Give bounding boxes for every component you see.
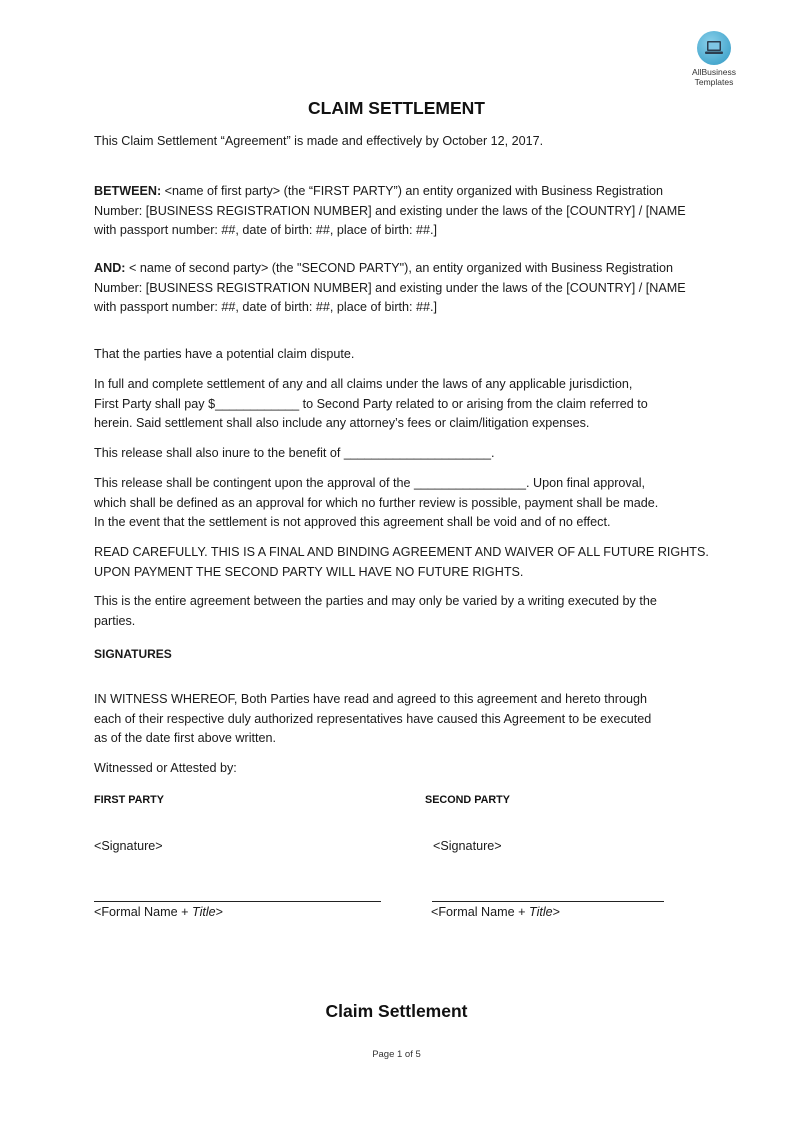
signatures-heading: SIGNATURES bbox=[94, 647, 172, 661]
release-paragraph: This release shall also inure to the benefit of _____________________. bbox=[94, 446, 495, 460]
first-party-formal-name: <Formal Name + Title> bbox=[94, 905, 224, 919]
laptop-icon bbox=[697, 31, 731, 65]
between-clause: BETWEEN: <name of first party> (the “FIRST PARTY”) an entity organized with Business Registration Number: [BUSINESS REGISTRATION NUMBER] and existing under the laws of the [COUNTRY] / [NAME with passport number: ##, date of birth: ##, place of birth: ##.] bbox=[94, 184, 686, 237]
second-party-label: SECOND PARTY bbox=[425, 794, 510, 806]
first-party-label: FIRST PARTY bbox=[94, 794, 164, 806]
company-logo bbox=[684, 31, 744, 87]
settlement-paragraph: In full and complete settlement of any and all claims under the laws of any applicable jurisdiction, First Party shall pay $____________ to Second Party related to or arising from the claim referred to herein. Said settlement shall also include any attorney’s fees or claim/litigation expenses. bbox=[94, 377, 648, 430]
dispute-paragraph: That the parties have a potential claim dispute. bbox=[94, 347, 355, 361]
witness-paragraph: IN WITNESS WHEREOF, Both Parties have read and agreed to this agreement and hereto through each of their respective duly authorized representatives have caused this Agreement to be executed as of the date first above written. bbox=[94, 692, 652, 745]
logo-text: AllBusiness Templates bbox=[692, 67, 736, 87]
first-party-signature: <Signature> bbox=[94, 839, 163, 853]
second-party-formal-name: <Formal Name + Title> bbox=[431, 905, 561, 919]
between-label: BETWEEN: bbox=[94, 184, 162, 198]
witnessed-line: Witnessed or Attested by: bbox=[94, 761, 237, 775]
and-clause: AND: < name of second party> (the "SECOND PARTY"), an entity organized with Business Registration Number: [BUSINESS REGISTRATION NUMBER] and existing under the laws of the [COUNTRY] / [NAME with passport number: ##, date of birth: ##, place of birth: ##.] bbox=[94, 261, 686, 314]
second-party-signature-line bbox=[432, 901, 664, 902]
intro-paragraph: This Claim Settlement “Agreement” is made and effectively by October 12, 2017. bbox=[94, 134, 544, 148]
read-carefully-paragraph: READ CAREFULLY. THIS IS A FINAL AND BINDING AGREEMENT AND WAIVER OF ALL FUTURE RIGHTS. UPON PAYMENT THE SECOND PARTY WILL HAVE NO FUTURE RIGHTS. bbox=[94, 545, 709, 579]
document-title: CLAIM SETTLEMENT bbox=[308, 98, 485, 118]
second-party-signature: <Signature> bbox=[433, 839, 502, 853]
contingent-paragraph: This release shall be contingent upon the approval of the ________________. Upon final approval, which shall be defined as an approval for which no further review is possible, payment shall be made. In the event that the settlement is not approved this agreement shall be void and of no effect. bbox=[94, 476, 659, 529]
footer-title: Claim Settlement bbox=[325, 1001, 468, 1021]
entire-agreement-paragraph: This is the entire agreement between the parties and may only be varied by a writing executed by the parties. bbox=[94, 594, 657, 628]
page-number: Page 1 of 5 bbox=[372, 1049, 421, 1060]
first-party-signature-line bbox=[94, 901, 381, 902]
and-label: AND: bbox=[94, 261, 126, 275]
